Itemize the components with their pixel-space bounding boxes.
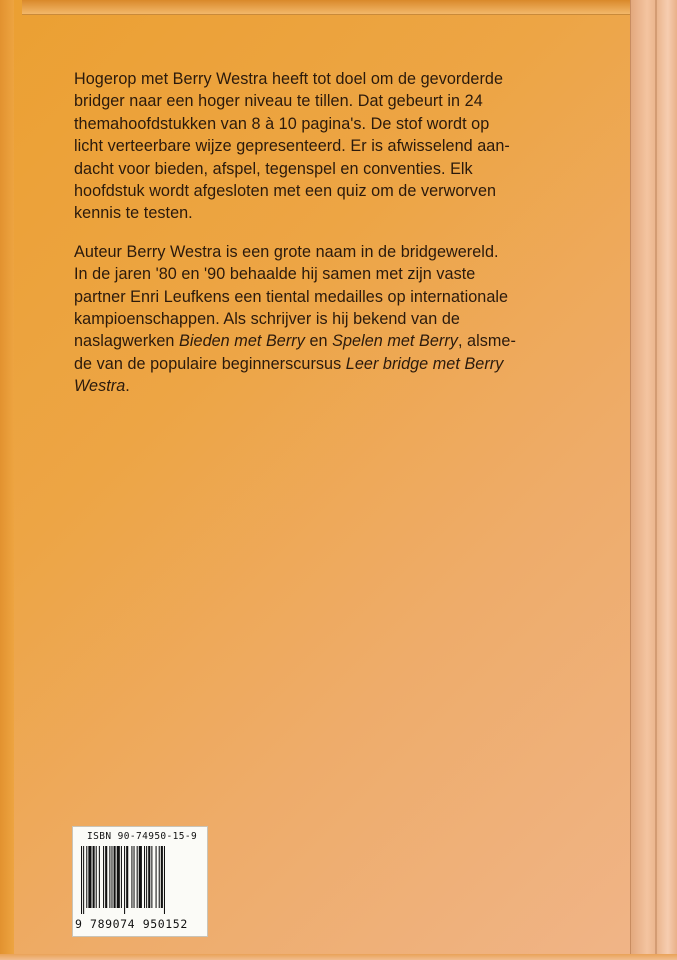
spine-groove [655, 0, 657, 960]
author-line [74, 353, 594, 375]
author-line [74, 375, 594, 397]
author-line: partner Enri Leufkens een tiental medailles op internationale [74, 287, 509, 306]
blurb-line: kennis te testen. [74, 204, 193, 223]
book-title-leer-bridge: Leer bridge met Berry [345, 354, 504, 373]
cover-bottom-edge [0, 954, 677, 960]
blurb-line: dacht voor bieden, afspel, tegenspel en conventies. Elk [74, 159, 473, 178]
book-title-leer-bridge-cont: Westra [74, 377, 126, 396]
author-line: Auteur Berry Westra is een grote naam in de bridgewereld. [74, 242, 499, 261]
blurb-line: Hogerop met Berry Westra heeft tot doel om de gevorderde [74, 70, 503, 88]
barcode-label [72, 826, 208, 937]
author-line: In de jaren '80 en '90 behaalde hij samen met zijn vaste [74, 265, 476, 284]
blurb-line: hoofdstuk wordt afgesloten met een quiz om de verworven [74, 182, 497, 201]
text-segment: naslagwerken [74, 332, 180, 351]
blurb-line: licht verteerbare wijze gepresenteerd. Er is afwisselend aan- [74, 137, 510, 156]
cover-left-edge [0, 0, 14, 960]
author-line: kampioenschappen. Als schrijver is hij bekend van de [74, 310, 460, 329]
cover-top-edge [22, 0, 632, 15]
blurb-line: themahoofdstukken van 8 à 10 pagina's. De stof wordt op [74, 114, 490, 133]
isbn-number: ISBN 90-74950-15-9 [87, 831, 198, 842]
ean-digits: 9 789074 950152 [75, 917, 188, 931]
blurb-paragraph-1 [74, 68, 594, 225]
blurb-paragraph-2 [74, 241, 594, 398]
text-segment: , alsme- [457, 332, 516, 351]
barcode-icon [81, 846, 201, 914]
text-segment: . [125, 377, 130, 396]
book-spine [630, 0, 677, 960]
author-line [74, 330, 594, 352]
text-segment: en [304, 332, 333, 351]
blurb-text [74, 68, 594, 414]
text-segment: de van de populaire beginnerscursus [74, 354, 346, 373]
book-title-bieden: Bieden met Berry [179, 332, 305, 351]
book-title-spelen: Spelen met Berry [332, 332, 458, 351]
blurb-line: bridger naar een hoger niveau te tillen. Dat gebeurt in 24 [74, 92, 483, 111]
